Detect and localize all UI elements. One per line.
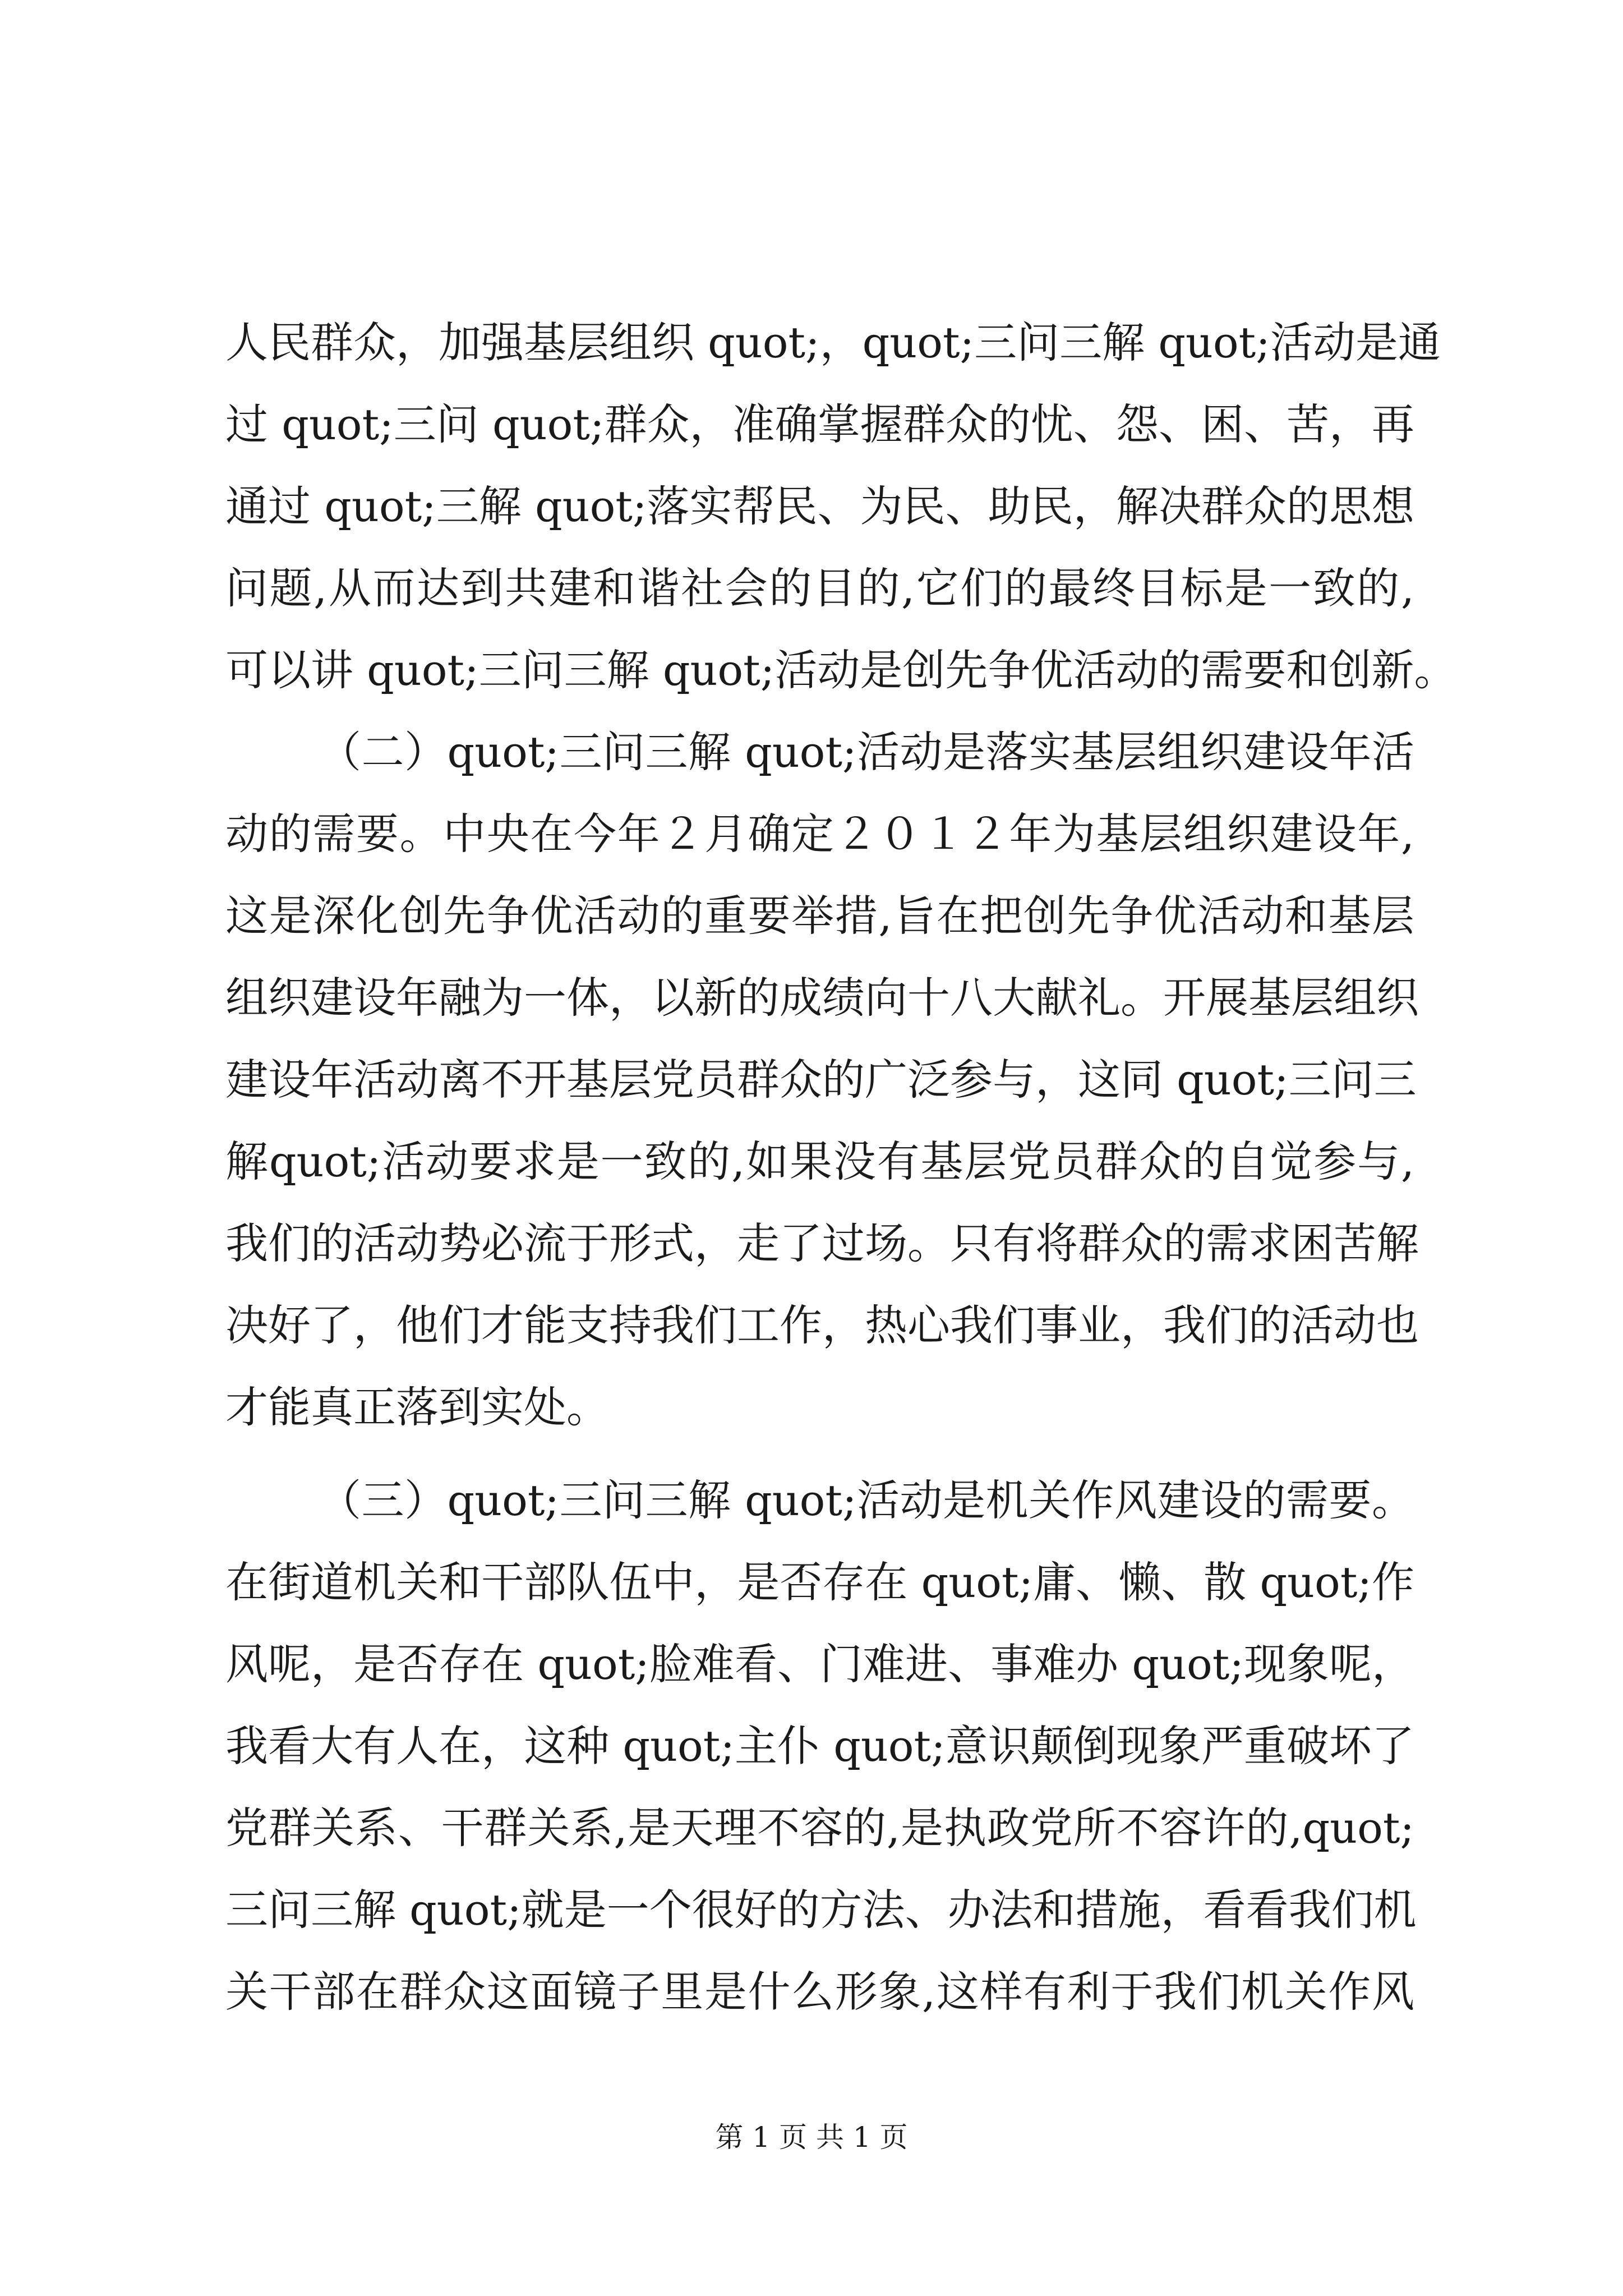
paragraph xyxy=(225,302,1457,711)
text-line: 关干部在群众这面镜子里是什么形象,这样有利于我们机关作风 xyxy=(225,1967,1414,2017)
paragraph xyxy=(225,1460,1417,2033)
text-line: 三问三解 quot;就是一个很好的方法、办法和措施，看看我们机 xyxy=(225,1885,1417,1935)
text-line: 在街道机关和干部队伍中，是否存在 quot;庸、懒、散 quot;作 xyxy=(225,1557,1414,1607)
text-line: 这是深化创先争优活动的重要举措,旨在把创先争优活动和基层 xyxy=(225,891,1414,941)
text-line: 解quot;活动要求是一致的,如果没有基层党员群众的自觉参与, xyxy=(225,1137,1414,1186)
text-line: 通过 quot;三解 quot;落实帮民、为民、助民，解决群众的思想 xyxy=(225,481,1414,531)
text-line: 动的需要。中央在今年２月确定２０１２年为基层组织建设年, xyxy=(225,809,1414,859)
paragraph xyxy=(225,711,1419,1448)
text-line: （二）quot;三问三解 quot;活动是落实基层组织建设年活 xyxy=(319,727,1414,777)
text-line: 决好了，他们才能支持我们工作，热心我们事业，我们的活动也 xyxy=(225,1300,1419,1350)
text-line: 组织建设年融为一体，以新的成绩向十八大献礼。开展基层组织 xyxy=(225,973,1419,1023)
text-line: 风呢，是否存在 quot;脸难看、门难进、事难办 quot;现象呢， xyxy=(225,1639,1414,1689)
text-line: 问题,从而达到共建和谐社会的目的,它们的最终目标是一致的, xyxy=(225,563,1414,613)
document-body xyxy=(225,302,1457,2033)
page-number-label: 第 1 页 共 1 页 xyxy=(715,2121,908,2154)
page-footer xyxy=(0,2115,1623,2155)
text-line: （三）quot;三问三解 quot;活动是机关作风建设的需要。 xyxy=(319,1475,1414,1525)
text-line: 过 quot;三问 quot;群众，准确掌握群众的忧、怨、困、苦，再 xyxy=(225,399,1414,449)
text-line: 建设年活动离不开基层党员群众的广泛参与，这同 quot;三问三 xyxy=(225,1055,1417,1105)
text-line: 我看大有人在，这种 quot;主仆 quot;意识颠倒现象严重破坏了 xyxy=(225,1721,1414,1771)
text-line: 党群关系、干群关系,是天理不容的,是执政党所不容许的,quot; xyxy=(225,1803,1414,1853)
text-line: 才能真正落到实处。 xyxy=(225,1382,609,1432)
text-line: 我们的活动势必流于形式，走了过场。只有将群众的需求困苦解 xyxy=(225,1218,1419,1268)
text-line: 人民群众，加强基层组织 quot;，quot;三问三解 quot;活动是通 xyxy=(225,318,1441,367)
paragraph-gap xyxy=(225,1448,1414,1460)
text-line: 可以讲 quot;三问三解 quot;活动是创先争优活动的需要和创新。 xyxy=(225,645,1457,695)
